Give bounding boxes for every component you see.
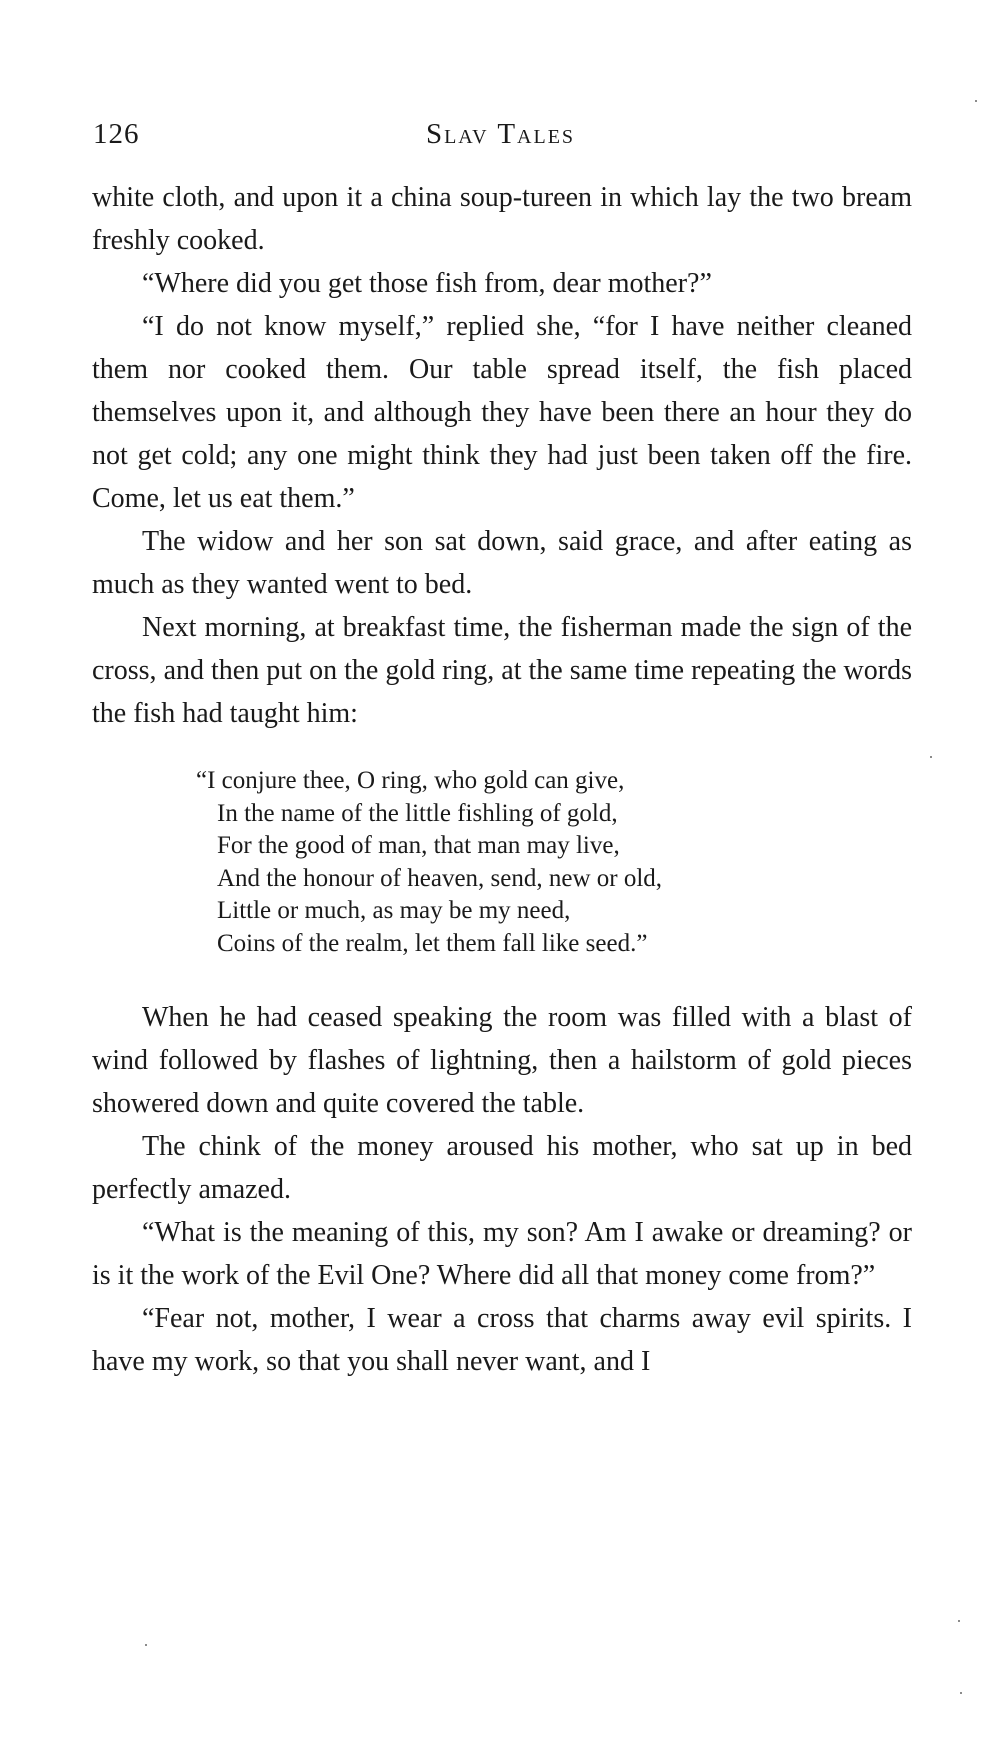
paragraph: “Where did you get those fish from, dear mother?” (142, 268, 712, 299)
paragraph: “I do not know myself,” replied she, “for I have neither cleaned them nor cooked them. Our table spread itself, the fish placed themselves upon it, and although they have been there an hour they do not get cold; any one might think they had just been taken off the fire. Come, let us eat them.” (92, 311, 912, 514)
paper-speck (960, 1692, 962, 1694)
paragraph: The chink of the money aroused his mother, who sat up in bed perfectly amazed. (92, 1131, 912, 1205)
paragraph: white cloth, and upon it a china soup-tureen in which lay the two bream freshly cooked. (92, 182, 912, 256)
paragraph: Next morning, at breakfast time, the fisherman made the sign of the cross, and then put on the gold ring, at the same time repeating the words the fish had taught him: (92, 612, 912, 729)
running-title: Slav Tales (425, 118, 576, 150)
running-head (93, 118, 908, 158)
paragraph: When he had ceased speaking the room was filled with a blast of wind followed by flashes of lightning, then a hailstorm of gold pieces showered down and quite covered the table. (92, 1002, 912, 1119)
paper-speck (145, 1644, 147, 1646)
page-number: 126 (93, 118, 140, 150)
verse-line: For the good of man, that man may live, (217, 832, 620, 859)
verse-block (92, 765, 912, 960)
verse-line: Coins of the realm, let them fall like seed.” (217, 929, 648, 957)
paragraph: “Fear not, mother, I wear a cross that charms away evil spirits. I have my work, so that you shall never want, and I (92, 1303, 912, 1377)
paragraph: “What is the meaning of this, my son? Am I awake or dreaming? or is it the work of the Evil One? Where did all that money come from?” (92, 1217, 912, 1291)
verse-line: In the name of the little fishling of gold, (217, 799, 618, 827)
paper-speck (958, 1620, 960, 1622)
body-text (92, 176, 912, 1383)
verse-line: Little or much, as may be my need, (217, 897, 571, 924)
paper-speck (930, 756, 932, 758)
verse-line: “I conjure thee, O ring, who gold can give, (196, 767, 625, 794)
verse-line: And the honour of heaven, send, new or old, (217, 864, 663, 892)
paper-speck (975, 100, 977, 102)
paragraph: The widow and her son sat down, said grace, and after eating as much as they wanted went to bed. (92, 526, 912, 600)
